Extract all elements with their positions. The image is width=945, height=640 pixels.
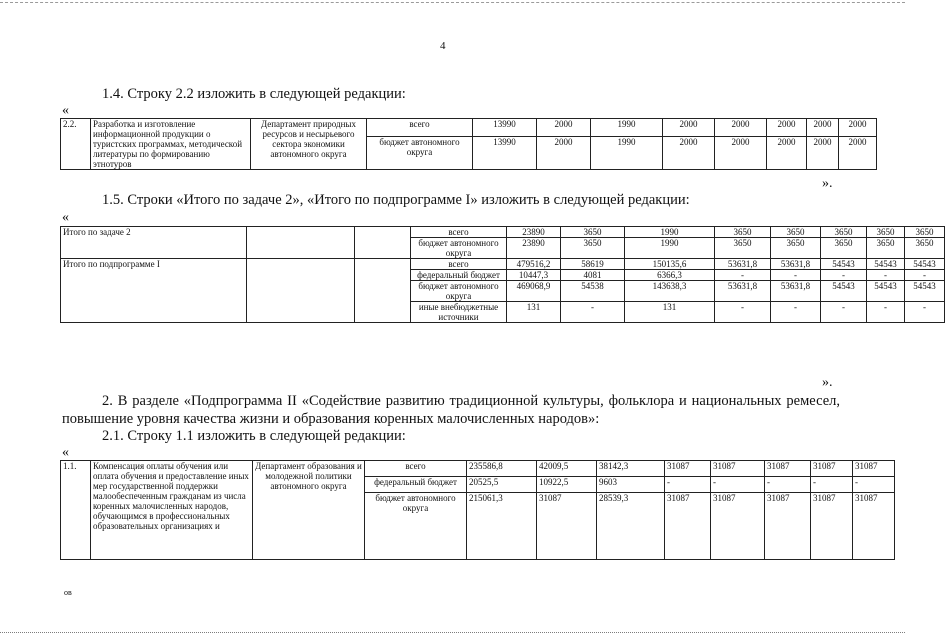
value-cell: 54543	[821, 281, 867, 302]
value-cell: 31087	[711, 493, 765, 560]
empty-cell	[355, 227, 411, 259]
value-cell: 23890	[507, 227, 561, 238]
value-cell: 469068,9	[507, 281, 561, 302]
group-name: Итого по задаче 2	[61, 227, 247, 259]
value-cell: 2000	[715, 119, 767, 137]
value-cell: 3650	[561, 227, 625, 238]
value-cell: 1990	[625, 227, 715, 238]
value-cell: 2000	[839, 119, 877, 137]
value-cell: -	[811, 477, 853, 493]
row-number: 2.2.	[61, 119, 91, 170]
value-cell: 31087	[665, 493, 711, 560]
value-cell: 3650	[771, 227, 821, 238]
value-cell: -	[853, 477, 895, 493]
table-row	[61, 461, 895, 477]
value-cell: 3650	[715, 227, 771, 238]
value-cell: 54543	[821, 259, 867, 270]
value-cell: -	[867, 302, 905, 323]
value-cell: 3650	[867, 238, 905, 259]
source-label: федеральный бюджет	[365, 477, 467, 493]
executor: Департамент образования и молодежной политики автономного округа	[253, 461, 365, 560]
value-cell: 54543	[905, 281, 945, 302]
value-cell: 31087	[665, 461, 711, 477]
source-label: федеральный бюджет	[411, 270, 507, 281]
value-cell: -	[561, 302, 625, 323]
value-cell: -	[711, 477, 765, 493]
source-label: всего	[367, 119, 473, 137]
value-cell: -	[715, 270, 771, 281]
value-cell: 3650	[715, 238, 771, 259]
value-cell: 215061,3	[467, 493, 537, 560]
value-cell: -	[771, 270, 821, 281]
value-cell: 31087	[711, 461, 765, 477]
value-cell: 6366,3	[625, 270, 715, 281]
value-cell: 53631,8	[715, 259, 771, 270]
close-quote: ».	[822, 375, 833, 390]
value-cell: 13990	[473, 119, 537, 137]
value-cell: 31087	[537, 493, 597, 560]
value-cell: 10922,5	[537, 477, 597, 493]
value-cell: 2000	[537, 119, 591, 137]
value-cell: 31087	[853, 461, 895, 477]
table-row	[61, 119, 877, 137]
table-totals	[60, 226, 945, 323]
value-cell: 131	[625, 302, 715, 323]
value-cell: 54543	[867, 281, 905, 302]
value-cell: 31087	[765, 461, 811, 477]
table-row-2-2	[60, 118, 877, 170]
executor: Департамент природных ресурсов и несырьевого сектора экономики автономного округа	[251, 119, 367, 170]
value-cell: 13990	[473, 136, 537, 169]
open-quote: «	[62, 445, 69, 460]
value-cell: 3650	[821, 227, 867, 238]
value-cell: 38142,3	[597, 461, 665, 477]
section-2-paragraph: 2. В разделе «Подпрограмма II «Содействие развитию традиционной культуры, фольклора и национальных ремесел, повышение уровня качества жизни и образования коренных малочисленных народов»:	[62, 393, 840, 427]
value-cell: 3650	[821, 238, 867, 259]
value-cell: 31087	[853, 493, 895, 560]
value-cell: 3650	[867, 227, 905, 238]
value-cell: 3650	[905, 238, 945, 259]
value-cell: 1990	[591, 119, 663, 137]
value-cell: 23890	[507, 238, 561, 259]
value-cell: 54543	[867, 259, 905, 270]
value-cell: 54543	[905, 259, 945, 270]
value-cell: 54538	[561, 281, 625, 302]
value-cell: 2000	[807, 119, 839, 137]
value-cell: 10447,3	[507, 270, 561, 281]
row-number: 1.1.	[61, 461, 91, 560]
value-cell: 3650	[771, 238, 821, 259]
measure-name: Компенсация оплаты обучения или оплата обучения и предоставление иных мер государственной поддержки малообеспеченным гражданам из числа коренных малочисленных народов, обучающимся в профессиональных образовательных организациях и	[91, 461, 253, 560]
measure-name: Разработка и изготовление информационной продукции о туристских программах, методической литературы по формированию этнотуров	[91, 119, 251, 170]
open-quote: «	[62, 210, 69, 225]
value-cell: -	[821, 270, 867, 281]
page-number: 4	[440, 40, 446, 52]
value-cell: -	[821, 302, 867, 323]
value-cell: 53631,8	[771, 281, 821, 302]
table-row-1-1	[60, 460, 895, 560]
empty-cell	[247, 227, 355, 259]
value-cell: -	[905, 270, 945, 281]
value-cell: 2000	[537, 136, 591, 169]
value-cell: -	[765, 477, 811, 493]
group-name: Итого по подпрограмме I	[61, 259, 247, 323]
open-quote: «	[62, 103, 69, 118]
value-cell: 9603	[597, 477, 665, 493]
value-cell: 150135,6	[625, 259, 715, 270]
source-label: всего	[365, 461, 467, 477]
value-cell: 479516,2	[507, 259, 561, 270]
value-cell: 1990	[625, 238, 715, 259]
value-cell: 31087	[811, 493, 853, 560]
value-cell: 31087	[811, 461, 853, 477]
value-cell: 143638,3	[625, 281, 715, 302]
value-cell: 131	[507, 302, 561, 323]
value-cell: -	[715, 302, 771, 323]
value-cell: 2000	[839, 136, 877, 169]
value-cell: 235586,8	[467, 461, 537, 477]
value-cell: 2000	[663, 136, 715, 169]
footnote: ов	[64, 588, 72, 597]
source-label: бюджет автономного округа	[367, 136, 473, 169]
source-label: всего	[411, 259, 507, 270]
empty-cell	[247, 259, 355, 323]
scan-edge-bottom	[0, 632, 905, 633]
value-cell: 20525,5	[467, 477, 537, 493]
section-2-1-heading: 2.1. Строку 1.1 изложить в следующей редакции:	[102, 428, 406, 444]
value-cell: 2000	[767, 136, 807, 169]
value-cell: 3650	[561, 238, 625, 259]
table-row	[61, 259, 945, 270]
scan-edge-top	[0, 2, 905, 3]
value-cell: 31087	[765, 493, 811, 560]
section-1-5-heading: 1.5. Строки «Итого по задаче 2», «Итого по подпрограмме I» изложить в следующей редакции:	[102, 192, 690, 208]
source-label: бюджет автономного округа	[411, 281, 507, 302]
value-cell: 3650	[905, 227, 945, 238]
value-cell: -	[771, 302, 821, 323]
value-cell: 58619	[561, 259, 625, 270]
value-cell: 42009,5	[537, 461, 597, 477]
empty-cell	[355, 259, 411, 323]
table-row	[61, 227, 945, 238]
value-cell: 4081	[561, 270, 625, 281]
source-label: всего	[411, 227, 507, 238]
source-label: бюджет автономного округа	[411, 238, 507, 259]
value-cell: -	[867, 270, 905, 281]
source-label: иные внебюджетные источники	[411, 302, 507, 323]
value-cell: 53631,8	[771, 259, 821, 270]
value-cell: 28539,3	[597, 493, 665, 560]
value-cell: 2000	[663, 119, 715, 137]
section-1-4-heading: 1.4. Строку 2.2 изложить в следующей редакции:	[102, 86, 406, 102]
value-cell: 2000	[807, 136, 839, 169]
close-quote: ».	[822, 176, 833, 191]
value-cell: -	[905, 302, 945, 323]
value-cell: 2000	[767, 119, 807, 137]
source-label: бюджет автономного округа	[365, 493, 467, 560]
value-cell: 53631,8	[715, 281, 771, 302]
value-cell: -	[665, 477, 711, 493]
value-cell: 2000	[715, 136, 767, 169]
value-cell: 1990	[591, 136, 663, 169]
